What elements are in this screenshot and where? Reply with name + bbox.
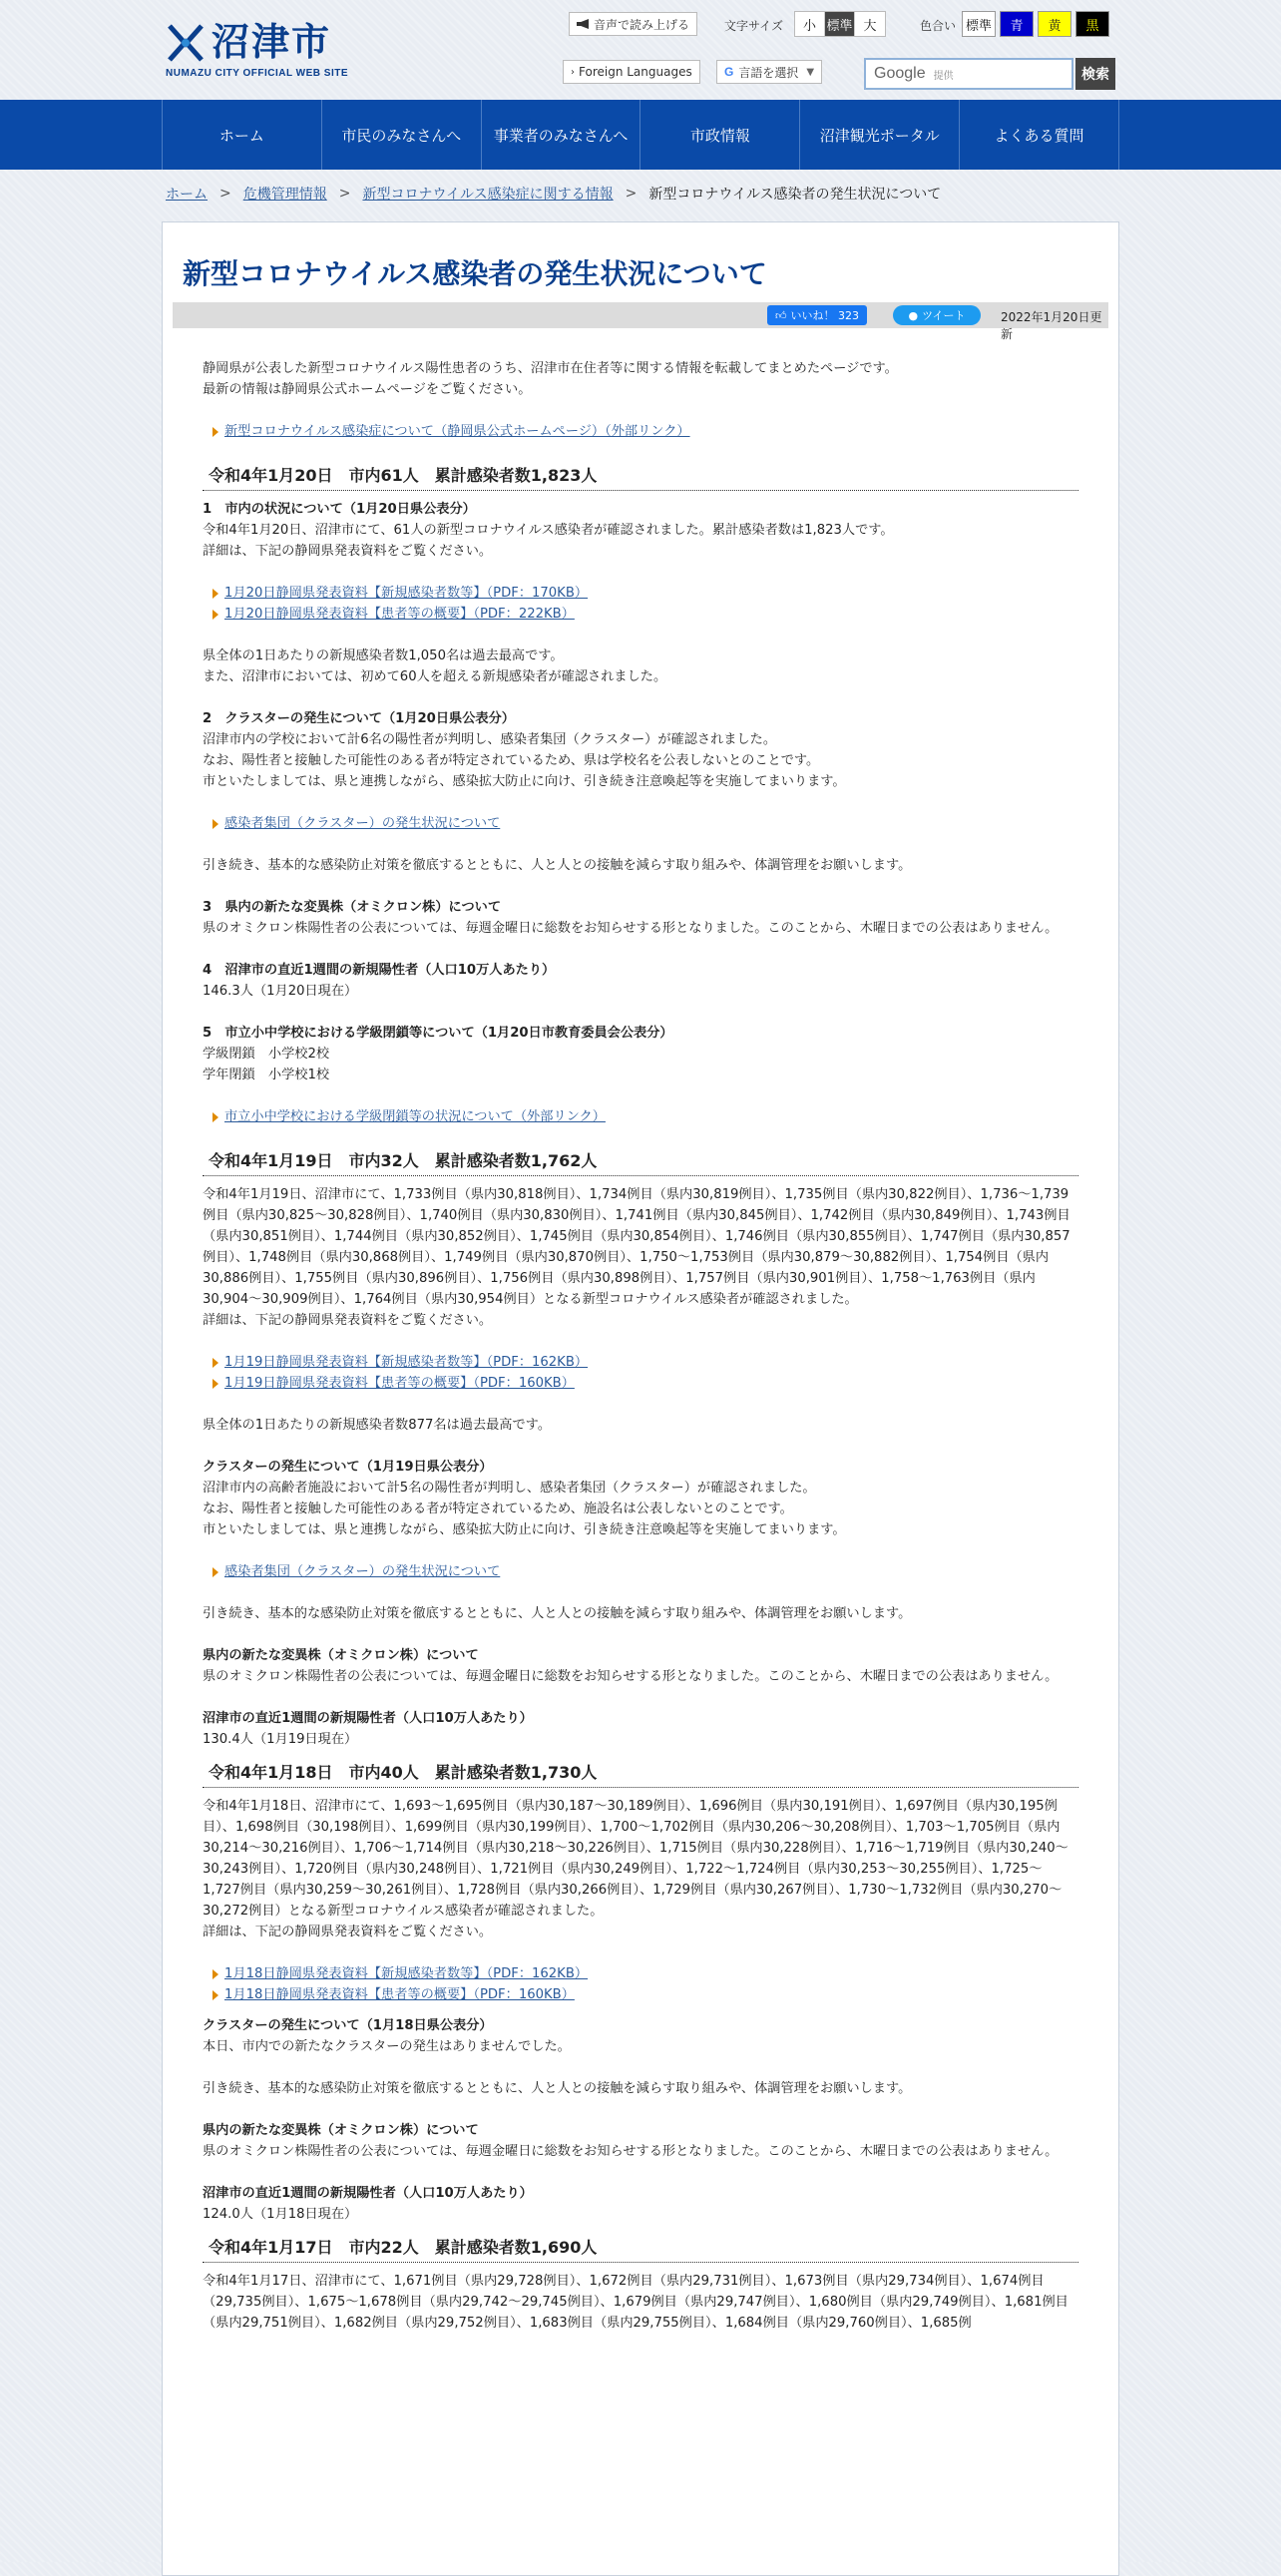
- paragraph: 引き続き、基本的な感染防止対策を徹底するとともに、人と人との接触を減らす取り組みや、体調管理をお願いします。: [203, 1606, 912, 1621]
- subheading: 4 沼津市の直近1週間の新規陽性者（人口10万人あたり）: [203, 963, 556, 978]
- color-yellow[interactable]: 黄: [1038, 11, 1071, 37]
- site-search: [864, 58, 1115, 90]
- nav-faq[interactable]: よくある質問: [960, 100, 1119, 170]
- subheading: 2 クラスターの発生について（1月20日県公表分）: [203, 711, 515, 726]
- nav-citizens[interactable]: 市民のみなさんへ: [322, 100, 482, 170]
- section-heading: 令和4年1月18日 市内40人 累計感染者数1,730人: [203, 1760, 1078, 1788]
- paragraph: 引き続き、基本的な感染防止対策を徹底するとともに、人と人との接触を減らす取り組みや、体調管理をお願いします。: [203, 2081, 912, 2096]
- paragraph: 本日、市内での新たなクラスターの発生はありませんでした。: [203, 2039, 571, 2054]
- section-heading: 令和4年1月19日 市内32人 累計感染者数1,762人: [203, 1148, 1078, 1176]
- section-heading: 令和4年1月17日 市内22人 累計感染者数1,690人: [203, 2235, 1078, 2263]
- subheading: 県内の新たな変異株（オミクロン株）について: [203, 1648, 479, 1663]
- dropdown-arrow-icon: ▼: [806, 66, 815, 78]
- subheading: 沼津市の直近1週間の新規陽性者（人口10万人あたり）: [203, 1711, 533, 1726]
- search-button[interactable]: 検索: [1075, 58, 1115, 90]
- paragraph: 県のオミクロン株陽性者の公表については、毎週金曜日に総数をお知らせする形となりました。このことから、木曜日までの公表はありません。: [203, 2144, 1059, 2159]
- paragraph: 130.4人（1月19日現在）: [203, 1732, 358, 1747]
- language-select-label: 言語を選択: [738, 65, 799, 80]
- logo-subtitle: NUMAZU CITY OFFICIAL WEB SITE: [166, 68, 349, 79]
- pdf-link[interactable]: 1月18日静岡県発表資料【患者等の概要】（PDF：160KB）: [224, 1987, 575, 2002]
- nav-city-info[interactable]: 市政情報: [640, 100, 800, 170]
- paragraph: 学年閉鎖 小学校1校: [203, 1068, 330, 1082]
- paragraph: 詳細は、下記の静岡県発表資料をご覧ください。: [203, 544, 493, 559]
- main-content: [162, 221, 1119, 2576]
- pdf-link[interactable]: 1月18日静岡県発表資料【新規感染者数等】（PDF：162KB）: [224, 1966, 589, 1981]
- paragraph: 県全体の1日あたりの新規感染者数877名は過去最高です。: [203, 1418, 552, 1433]
- paragraph: なお、陽性者と接触した可能性のある者が特定されているため、県は学校名を公表しないとのことです。: [203, 753, 820, 768]
- read-aloud-label: 音声で読み上げる: [594, 17, 690, 32]
- page-title: 新型コロナウイルス感染者の発生状況について: [183, 257, 767, 290]
- subheading: 県内の新たな変異株（オミクロン株）について: [203, 2123, 479, 2138]
- tweet-label: ツイート: [922, 309, 966, 322]
- color-blue[interactable]: 青: [1000, 11, 1034, 37]
- font-size-switcher: [794, 11, 886, 37]
- paragraph: 市といたしましては、県と連携しながら、感染拡大防止に向け、引き続き注意喚起等を実施してまいります。: [203, 774, 846, 789]
- paragraph: 令和4年1月18日、沼津市にて、1,693～1,695例目（県内30,187～30,189例目）、1,696例目（県内30,191例目）、1,697例目（県内30,195例目）、1,698例目（30,198例目）、1,699例目（県内30,199例目）、1,700～1,702例目（県内30,206～30,208例目）、1,703～1,705例目（県内30,214～30,216例目）、1,706～1,714例目（県内30,218～30,226例目）、1,715例目（県内30,228例目）、1,716～1,719例目（県内30,240～30,243例目）、1,720例目（県内30,248例目）、1,721例目（県内30,249例目）、1,722～1,724例目（県内30,253～30,255例目）、1,725～1,727例目（県内30,259～30,261例目）、1,728例目（県内30,266例目）、1,729例目（県内30,267例目）、1,730～1,732例目（県内30,270～30,272例目）となる新型コロナウイルス感染者が確認されました。: [203, 1799, 1068, 1919]
- pdf-link[interactable]: 1月19日静岡県発表資料【患者等の概要】（PDF：160KB）: [224, 1376, 575, 1391]
- google-g-icon: G: [724, 65, 734, 79]
- cluster-link[interactable]: 感染者集団（クラスター）の発生状況について: [224, 1564, 501, 1579]
- paragraph: 詳細は、下記の静岡県発表資料をご覧ください。: [203, 1925, 493, 1939]
- thumbs-up-icon: 👍︎: [775, 308, 787, 322]
- font-size-small[interactable]: 小: [795, 12, 825, 36]
- color-black[interactable]: 黒: [1075, 11, 1109, 37]
- paragraph: 詳細は、下記の静岡県発表資料をご覧ください。: [203, 1313, 493, 1328]
- foreign-languages-button[interactable]: [563, 60, 700, 84]
- paragraph: 沼津市内の高齢者施設において計5名の陽性者が判明し、感染者集団（クラスター）が確認されました。: [203, 1481, 816, 1496]
- breadcrumb-covid[interactable]: 新型コロナウイルス感染症に関する情報: [362, 187, 614, 203]
- intro-text: 静岡県が公表した新型コロナウイルス陽性患者のうち、沼津市在住者等に関する情報を転載してまとめたページです。: [203, 361, 898, 376]
- read-aloud-button[interactable]: [569, 12, 697, 36]
- facebook-like-button[interactable]: [767, 305, 867, 325]
- paragraph: 令和4年1月20日、沼津市にて、61人の新型コロナウイルス感染者が確認されました。累計感染者数は1,823人です。: [203, 523, 894, 538]
- subheading: 沼津市の直近1週間の新規陽性者（人口10万人あたり）: [203, 2186, 533, 2201]
- subheading: クラスターの発生について（1月19日県公表分）: [203, 1460, 493, 1475]
- color-label: 色合い: [920, 19, 957, 33]
- color-standard[interactable]: 標準: [962, 11, 996, 37]
- like-count: いいね！ 323: [790, 309, 859, 322]
- site-header: [0, 0, 1281, 100]
- breadcrumb-crisis[interactable]: 危機管理情報: [242, 187, 327, 203]
- color-switcher: [962, 11, 1113, 37]
- cluster-link[interactable]: 感染者集団（クラスター）の発生状況について: [224, 816, 501, 831]
- paragraph: 県のオミクロン株陽性者の公表については、毎週金曜日に総数をお知らせする形となりました。このことから、木曜日までの公表はありません。: [203, 921, 1059, 936]
- nav-business[interactable]: 事業者のみなさんへ: [482, 100, 641, 170]
- section-heading: 令和4年1月20日 市内61人 累計感染者数1,823人: [203, 463, 1078, 491]
- pdf-link[interactable]: 1月20日静岡県発表資料【患者等の概要】（PDF：222KB）: [224, 607, 575, 622]
- paragraph: 146.3人（1月20日現在）: [203, 984, 358, 999]
- breadcrumb-current: 新型コロナウイルス感染者の発生状況について: [648, 187, 942, 203]
- paragraph: 令和4年1月17日、沼津市にて、1,671例目（県内29,728例目）、1,672例目（県内29,731例目）、1,673例目（県内29,734例目）、1,674例目（29,735例目）、1,675～1,678例目（県内29,742～29,745例目）、1,679例目（県内29,747例目）、1,680例目（県内29,749例目）、1,681例目（県内29,751例目）、1,682例目（県内29,752例目）、1,683例目（県内29,755例目）、1,684例目（県内29,760例目）、1,685例: [203, 2274, 1068, 2331]
- nav-tourism[interactable]: 沼津観光ポータル: [800, 100, 960, 170]
- paragraph: 沼津市内の学校において計6名の陽性者が判明し、感染者集団（クラスター）が確認されました。: [203, 732, 777, 747]
- search-google-brand: Google: [874, 65, 926, 82]
- site-logo[interactable]: [166, 20, 331, 64]
- subheading: 5 市立小中学校における学級閉鎖等について（1月20日市教育委員会公表分）: [203, 1026, 673, 1041]
- prefecture-link[interactable]: 新型コロナウイルス感染症について（静岡県公式ホームページ）（外部リンク）: [224, 424, 690, 439]
- paragraph: 引き続き、基本的な感染防止対策を徹底するとともに、人と人との接触を減らす取り組みや、体調管理をお願いします。: [203, 858, 912, 873]
- paragraph: また、沼津市においては、初めて60人を超える新規感染者が確認されました。: [203, 669, 667, 684]
- language-select[interactable]: [716, 60, 822, 84]
- search-input[interactable]: [864, 58, 1073, 90]
- pdf-link[interactable]: 1月20日静岡県発表資料【新規感染者数等】（PDF：170KB）: [224, 586, 589, 601]
- subheading: 1 市内の状況について（1月20日県公表分）: [203, 502, 476, 517]
- title-meta-bar: [173, 302, 1108, 341]
- article-body: [203, 358, 1078, 2334]
- breadcrumb-separator: >: [219, 186, 231, 202]
- paragraph: 県のオミクロン株陽性者の公表については、毎週金曜日に総数をお知らせする形となりました。このことから、木曜日までの公表はありません。: [203, 1669, 1059, 1684]
- logo-name: 沼津市: [212, 20, 332, 64]
- chevron-right-icon: ›: [571, 66, 575, 78]
- breadcrumb: [166, 184, 941, 204]
- font-size-label: 文字サイズ: [724, 19, 784, 33]
- font-size-large[interactable]: 大: [863, 18, 877, 34]
- nav-home[interactable]: ホーム: [163, 100, 322, 170]
- city-emblem-icon: [166, 20, 206, 64]
- updated-date: 2022年1月20日更新: [1001, 310, 1102, 341]
- breadcrumb-separator: >: [338, 186, 351, 202]
- intro-text: 最新の情報は静岡県公式ホームページをご覧ください。: [203, 382, 532, 397]
- subheading: 3 県内の新たな変異株（オミクロン株）について: [203, 900, 502, 915]
- pdf-link[interactable]: 1月19日静岡県発表資料【新規感染者数等】（PDF：162KB）: [224, 1355, 589, 1370]
- school-closure-link[interactable]: 市立小中学校における学級閉鎖等の状況について（外部リンク）: [224, 1109, 606, 1124]
- tweet-button[interactable]: [893, 305, 981, 325]
- paragraph: 学級閉鎖 小学校2校: [203, 1047, 330, 1062]
- speaker-icon: [577, 19, 589, 29]
- paragraph: 県全体の1日あたりの新規感染者数1,050名は過去最高です。: [203, 648, 564, 663]
- paragraph: なお、陽性者と接触した可能性のある者が特定されているため、施設名は公表しないとのことです。: [203, 1502, 793, 1516]
- subheading: クラスターの発生について（1月18日県公表分）: [203, 2018, 493, 2033]
- global-nav: [0, 100, 1281, 170]
- search-provider-tag: 提供: [933, 70, 954, 82]
- paragraph: 124.0人（1月18日現在）: [203, 2207, 358, 2222]
- paragraph: 市といたしましては、県と連携しながら、感染拡大防止に向け、引き続き注意喚起等を実施してまいります。: [203, 1522, 846, 1537]
- paragraph: 令和4年1月19日、沼津市にて、1,733例目（県内30,818例目）、1,734例目（県内30,819例目）、1,735例目（県内30,822例目）、1,736～1,739例目（県内30,825～30,828例目）、1,740例目（県内30,830例目）、1,741例目（県内30,845例目）、1,742例目（県内30,849例目）、1,743例目（県内30,851例目）、1,744例目（県内30,852例目）、1,745例目（県内30,854例目）、1,746例目（県内30,855例目）、1,747例目（県内30,857例目）、1,748例目（県内30,868例目）、1,749例目（県内30,870例目）、1,750～1,753例目（県内30,879～30,882例目）、1,754例目（県内30,886例目）、1,755例目（県内30,896例目）、1,756例目（県内30,898例目）、1,757例目（県内30,901例目）、1,758～1,763例目（県内30,904～30,909例目）、1,764例目（県内30,954例目）となる新型コロナウイルス感染者が確認されました。: [203, 1187, 1070, 1307]
- foreign-languages-label: Foreign Languages: [579, 65, 692, 79]
- font-size-standard[interactable]: 標準: [825, 12, 855, 36]
- twitter-bird-icon: ●: [908, 308, 919, 322]
- breadcrumb-separator: >: [625, 186, 638, 202]
- breadcrumb-home[interactable]: ホーム: [166, 187, 208, 203]
